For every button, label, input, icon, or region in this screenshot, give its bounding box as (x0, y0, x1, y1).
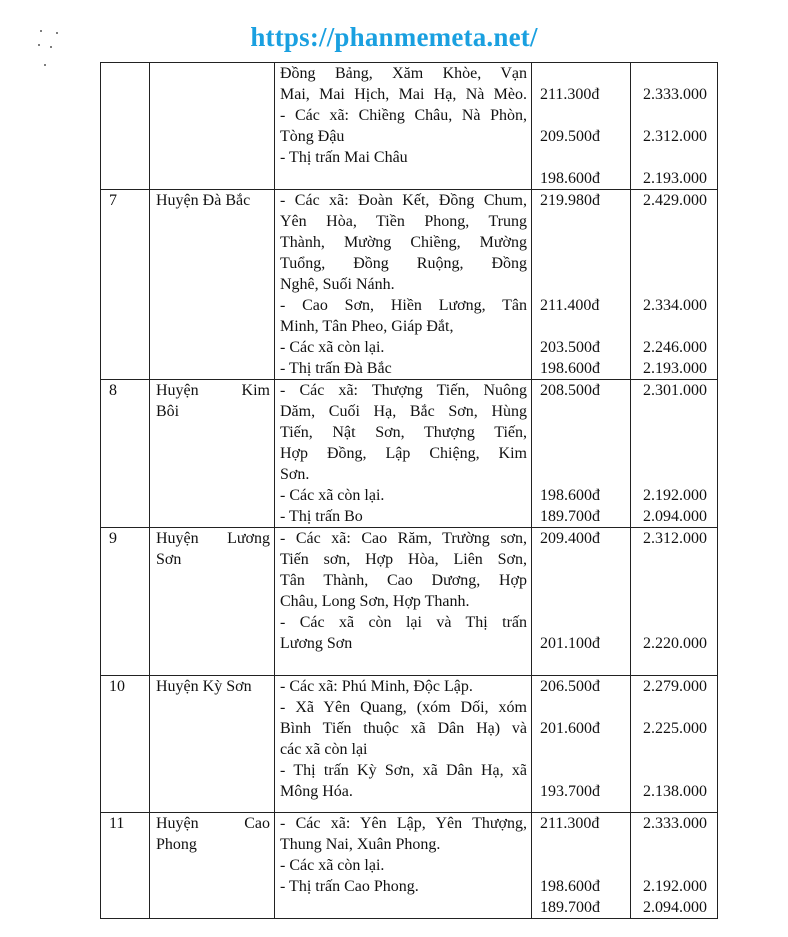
monthly-salary (631, 676, 718, 813)
district-name (150, 676, 275, 813)
row-number-text: 11 (109, 815, 125, 832)
row-number (101, 190, 150, 380)
monthly-salary-value (643, 105, 713, 126)
monthly-salary-value: 2.094.000 (643, 899, 707, 916)
commune-line: - Thị trấn Kỳ Sơn, xã Dân Hạ, xã (280, 762, 527, 779)
row-number (101, 676, 150, 813)
commune-line: - Thị trấn Bo (280, 508, 363, 525)
commune-line: Tiến sơn, Hợp Hòa, Liên Sơn, (280, 551, 527, 568)
unit-price-value (540, 464, 626, 485)
monthly-salary-value: 2.312.000 (643, 128, 707, 145)
monthly-salary (631, 528, 718, 676)
commune-line: Tân Thành, Cao Dương, Hợp (280, 572, 527, 589)
district-name (150, 380, 275, 528)
commune-line: Yên Hòa, Tiền Phong, Trung (280, 213, 527, 230)
district-name-line: Phong (156, 836, 197, 853)
monthly-salary-value (643, 63, 713, 84)
row-number-text: 7 (109, 192, 117, 209)
unit-price-value: 203.500đ (540, 339, 600, 356)
unit-price (532, 813, 631, 919)
unit-price-value (540, 253, 626, 274)
commune-line: Mông Hóa. (280, 783, 353, 800)
row-number-text: 8 (109, 382, 117, 399)
commune-line: Nghê, Suối Nánh. (280, 276, 395, 293)
commune-line: - Thị trấn Đà Bắc (280, 360, 392, 377)
commune-line: các xã còn lại (280, 741, 368, 758)
unit-price-value (540, 443, 626, 464)
monthly-salary-value (643, 760, 713, 781)
monthly-salary-value: 2.312.000 (643, 530, 707, 547)
district-name-line: Huyện Kim (156, 382, 270, 399)
price-table (100, 62, 718, 919)
unit-price-value (540, 612, 626, 633)
unit-price-value: 206.500đ (540, 678, 600, 695)
unit-price-value: 189.700đ (540, 899, 600, 916)
monthly-salary (631, 380, 718, 528)
unit-price-value: 201.600đ (540, 720, 600, 737)
monthly-salary (631, 813, 718, 919)
unit-price-value: 201.100đ (540, 635, 600, 652)
monthly-salary-value (643, 274, 713, 295)
unit-price-value: 198.600đ (540, 360, 600, 377)
row-number-text: 10 (109, 678, 125, 695)
monthly-salary-value (643, 549, 713, 570)
monthly-salary-value: 2.334.000 (643, 297, 707, 314)
monthly-salary-value: 2.192.000 (643, 487, 707, 504)
commune-line: - Các xã còn lại và Thị trấn (280, 614, 527, 631)
monthly-salary-value: 2.333.000 (643, 815, 707, 832)
monthly-salary-value: 2.246.000 (643, 339, 707, 356)
monthly-salary-value: 2.138.000 (643, 783, 707, 800)
monthly-salary-value (643, 232, 713, 253)
table-row (101, 813, 718, 919)
commune-line: Minh, Tân Pheo, Giáp Đắt, (280, 318, 454, 335)
row-number (101, 528, 150, 676)
monthly-salary-value (643, 443, 713, 464)
commune-list (275, 813, 532, 919)
commune-line: Tòng Đậu (280, 128, 345, 145)
commune-list (275, 380, 532, 528)
commune-line: - Các xã còn lại. (280, 339, 385, 356)
unit-price-value: 211.300đ (540, 86, 600, 103)
commune-line: Lương Sơn (280, 635, 353, 652)
commune-list (275, 190, 532, 380)
row-number (101, 380, 150, 528)
district-name-line: Huyện Kỳ Sơn (156, 678, 252, 695)
commune-line (280, 654, 527, 675)
unit-price (532, 63, 631, 190)
monthly-salary-value: 2.193.000 (643, 360, 707, 377)
commune-line: Mai, Mai Hịch, Mai Hạ, Nà Mèo. (280, 86, 527, 103)
commune-line: - Các xã: Chiềng Châu, Nà Phòn, (280, 107, 527, 124)
unit-price-value: 209.500đ (540, 128, 600, 145)
commune-line: - Cao Sơn, Hiền Lương, Tân (280, 297, 527, 314)
unit-price-value (540, 211, 626, 232)
monthly-salary-value: 2.220.000 (643, 635, 707, 652)
monthly-salary-value (643, 401, 713, 422)
table-row (101, 380, 718, 528)
table-row (101, 528, 718, 676)
district-name (150, 190, 275, 380)
unit-price-value (540, 739, 626, 760)
unit-price-value (540, 63, 626, 84)
unit-price (532, 528, 631, 676)
unit-price-value: 209.400đ (540, 530, 600, 547)
monthly-salary-value (643, 591, 713, 612)
commune-line: - Các xã: Yên Lập, Yên Thượng, (280, 815, 527, 832)
unit-price-value: 193.700đ (540, 783, 600, 800)
commune-line: - Các xã còn lại. (280, 487, 385, 504)
monthly-salary-value: 2.094.000 (643, 508, 707, 525)
commune-line: - Xã Yên Quang, (xóm Dối, xóm (280, 699, 527, 716)
commune-line (280, 168, 527, 189)
monthly-salary-value: 2.333.000 (643, 86, 707, 103)
monthly-salary-value (643, 316, 713, 337)
monthly-salary-value (643, 464, 713, 485)
monthly-salary-value: 2.279.000 (643, 678, 707, 695)
table-row (101, 676, 718, 813)
monthly-salary-value (643, 697, 713, 718)
unit-price-value (540, 105, 626, 126)
commune-line: Thung Nai, Xuân Phong. (280, 836, 441, 853)
monthly-salary-value (643, 739, 713, 760)
monthly-salary-value (643, 834, 713, 855)
unit-price-value: 211.400đ (540, 297, 600, 314)
row-number-text: 9 (109, 530, 117, 547)
unit-price-value: 198.600đ (540, 878, 600, 895)
monthly-salary-value (643, 855, 713, 876)
unit-price-value (540, 274, 626, 295)
commune-line: Tuổng, Đồng Ruộng, Đồng (280, 255, 527, 272)
monthly-salary (631, 63, 718, 190)
unit-price-value (540, 760, 626, 781)
district-name-line: Huyện Đà Bắc (156, 192, 251, 209)
unit-price (532, 190, 631, 380)
unit-price-value: 219.980đ (540, 192, 600, 209)
commune-line: Thành, Mường Chiềng, Mường (280, 234, 527, 251)
commune-list (275, 676, 532, 813)
table-row (101, 190, 718, 380)
unit-price-value (540, 147, 626, 168)
commune-line: - Thị trấn Cao Phong. (280, 878, 419, 895)
row-number (101, 63, 150, 190)
monthly-salary-value (643, 654, 713, 675)
unit-price-value (540, 401, 626, 422)
commune-line: - Các xã: Thượng Tiến, Nuông (280, 382, 527, 399)
row-number-text (109, 63, 145, 84)
watermark-url: https://phanmemeta.net/ (250, 22, 538, 52)
monthly-salary-value (643, 570, 713, 591)
monthly-salary-value (643, 422, 713, 443)
unit-price-value (540, 422, 626, 443)
commune-line: - Các xã: Cao Răm, Trường sơn, (280, 530, 527, 547)
scan-specks (36, 28, 76, 78)
district-name-line: Sơn (156, 551, 182, 568)
commune-line: - Các xã: Phú Minh, Độc Lập. (280, 678, 473, 695)
unit-price-value: 208.500đ (540, 382, 600, 399)
commune-list (275, 63, 532, 190)
commune-line: Châu, Long Sơn, Hợp Thanh. (280, 593, 470, 610)
monthly-salary-value (643, 612, 713, 633)
unit-price-value (540, 570, 626, 591)
commune-line: Hợp Đồng, Lập Chiệng, Kim (280, 445, 527, 462)
district-name (150, 813, 275, 919)
commune-list (275, 528, 532, 676)
unit-price-value (540, 697, 626, 718)
unit-price-value (540, 316, 626, 337)
unit-price-value: 211.300đ (540, 815, 600, 832)
monthly-salary-value (643, 253, 713, 274)
commune-line: Dăm, Cuối Hạ, Bắc Sơn, Hùng (280, 403, 527, 420)
monthly-salary (631, 190, 718, 380)
commune-line: - Các xã còn lại. (280, 857, 385, 874)
unit-price-value: 198.600đ (540, 170, 600, 187)
unit-price-value (540, 549, 626, 570)
monthly-salary-value: 2.192.000 (643, 878, 707, 895)
commune-line: - Các xã: Đoàn Kết, Đồng Chum, (280, 192, 527, 209)
commune-line: Tiến, Nật Sơn, Thượng Tiến, (280, 424, 527, 441)
unit-price-value: 198.600đ (540, 487, 600, 504)
unit-price-value: 189.700đ (540, 508, 600, 525)
unit-price-value (540, 834, 626, 855)
unit-price-value (540, 855, 626, 876)
monthly-salary-value: 2.193.000 (643, 170, 707, 187)
unit-price-value (540, 654, 626, 675)
monthly-salary-value (643, 211, 713, 232)
unit-price (532, 676, 631, 813)
commune-line (280, 897, 527, 918)
district-name (150, 63, 275, 190)
row-number (101, 813, 150, 919)
district-name (150, 528, 275, 676)
monthly-salary-value: 2.429.000 (643, 192, 707, 209)
unit-price-value (540, 232, 626, 253)
district-name-line: Huyện Cao (156, 815, 270, 832)
commune-line: Bình Tiến thuộc xã Dân Hạ) và (280, 720, 527, 737)
district-name-line: Huyện Lương (156, 530, 270, 547)
monthly-salary-value (643, 147, 713, 168)
monthly-salary-value: 2.301.000 (643, 382, 707, 399)
monthly-salary-value: 2.225.000 (643, 720, 707, 737)
table-row (101, 63, 718, 190)
commune-line: Đồng Bảng, Xăm Khòe, Vạn (280, 65, 527, 82)
unit-price (532, 380, 631, 528)
district-name-line: Bôi (156, 403, 180, 420)
commune-line: Sơn. (280, 466, 310, 483)
unit-price-value (540, 591, 626, 612)
commune-line: - Thị trấn Mai Châu (280, 149, 408, 166)
